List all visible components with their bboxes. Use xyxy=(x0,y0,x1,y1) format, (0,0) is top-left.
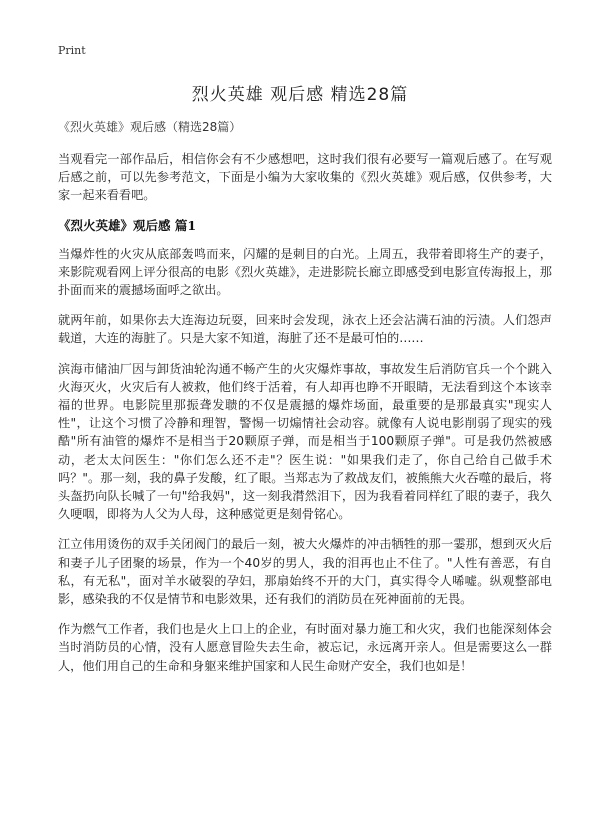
body-paragraph-3: 滨海市储油厂因与卸货油轮沟通不畅产生的火灾爆炸事故，事故发生后消防官兵一个个跳入火海灭火，火灾后有人被救，他们终于活着，有人却再也睁不开眼睛，无法看到这个本该幸福的世界。电影院里那振聋发聩的不仅是震撼的爆炸场面，最重要的是那最真实"现实人性"，让这个习惯了冷静和理智，警惕一切煽情社会动容。就像有人说电影削弱了现实的残酷"所有油管的爆炸不是相当于20颗原子弹，而是相当于100颗原子弹"。可是我仍然被感动，老太太问医生："你们怎么还不走"？医生说："如果我们走了，你自己给自己做手术吗？"。那一刻，我的鼻子发酸，红了眼。当郑志为了救战友们，被熊熊大火吞噬的最后，将头盔扔向队长喊了一句"给我妈"，这一刻我潸然泪下，因为我看着同样红了眼的妻子，我久久哽咽，即将为人父为人母，这种感觉更是刻骨铭心。 xyxy=(58,361,552,522)
body-paragraph-1: 当爆炸性的火灾从底部轰鸣而来，闪耀的是刺目的白光。上周五，我带着即将生产的妻子，来影院观看网上评分很高的电影《烈火英雄》，走进影院长廊立即感受到电影宣传海报上，那扑面而来的震撼场面呼之欲出。 xyxy=(58,246,552,298)
section-heading: 《烈火英雄》观后感 篇1 xyxy=(58,217,197,233)
document-subtitle: 《烈火英雄》观后感（精选28篇） xyxy=(58,120,242,134)
body-paragraph-4: 江立伟用烫伤的双手关闭阀门的最后一刻，被大火爆炸的冲击牺牲的那一霎那，想到灭火后和妻子儿子团聚的场景，作为一个40岁的男人，我的泪再也止不住了。"人性有善恶，有自私，有无私"，面对羊水破裂的孕妇，那扇始终不开的大门，真实得令人唏嘘。纵观整部电影，感染我的不仅是情节和电影效果，还有我们的消防员在死神面前的无畏。 xyxy=(58,537,552,607)
body-paragraph-5: 作为燃气工作者，我们也是火上口上的企业，有时面对暴力施工和火灾，我们也能深刻体会当时消防员的心情，没有人愿意冒险失去生命，被忘记，永远离开亲人。但是需要这么一群人，他们用自己的生命和身躯来维护国家和人民生命财产安全，我们也如是！ xyxy=(58,622,552,673)
intro-paragraph: 当观看完一部作品后，相信你会有不少感想吧，这时我们很有必要写一篇观后感了。在写观后感之前，可以先参考范文，下面是小编为大家收集的《烈火英雄》观后感，仅供参考，大家一起来看看吧。 xyxy=(58,152,552,203)
print-label: Print xyxy=(58,44,86,57)
document-title: 烈火英雄 观后感 精选28篇 xyxy=(191,85,409,105)
body-paragraph-2: 就两年前，如果你去大连海边玩耍，回来时会发现，泳衣上还会沾满石油的污渍。人们怨声载道，大连的海脏了。只是大家不知道，海脏了还不是最可怕的…… xyxy=(58,313,552,346)
document-content xyxy=(58,118,552,687)
